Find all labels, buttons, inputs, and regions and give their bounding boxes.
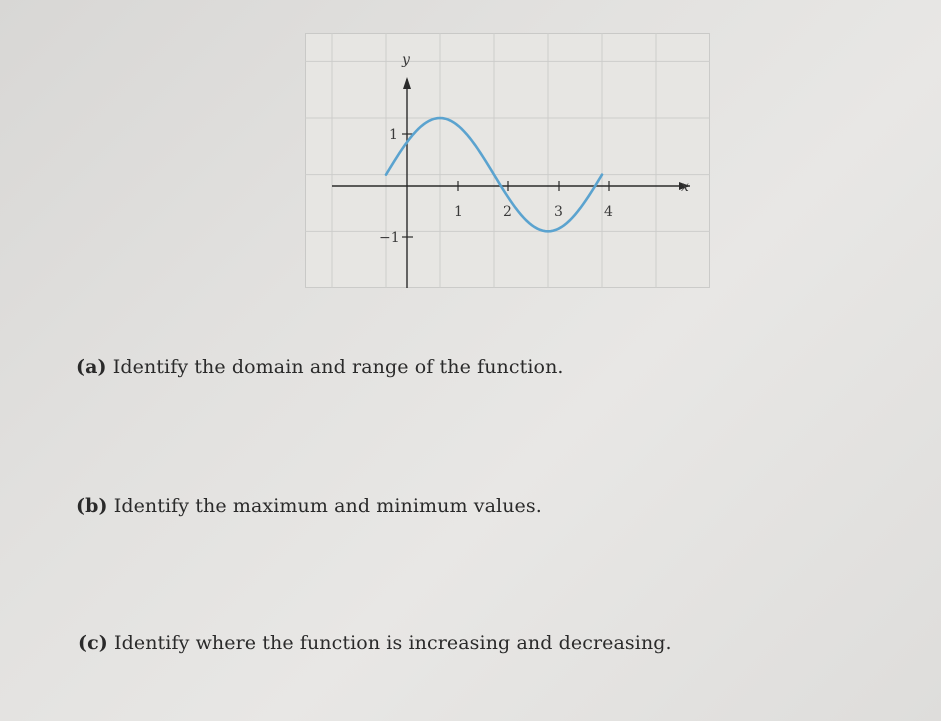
x-axis-label: x [681, 179, 689, 195]
x-tick-label-3: 3 [554, 204, 563, 220]
x-tick-label-2: 2 [503, 204, 512, 220]
x-tick-label-1: 1 [454, 204, 463, 220]
question-c-text: Identify where the function is increasing and decreasing. [114, 632, 672, 654]
question-b [76, 495, 542, 517]
question-c-part: (c) [78, 632, 108, 654]
question-a-part: (a) [76, 356, 107, 378]
function-graph [305, 33, 710, 288]
question-b-text: Identify the maximum and minimum values. [113, 495, 542, 517]
y-tick-label-1: 1 [389, 127, 398, 143]
graph-svg [305, 33, 710, 288]
question-b-part: (b) [76, 495, 108, 517]
question-a-text: Identify the domain and range of the function. [112, 356, 564, 378]
question-c [78, 632, 672, 654]
y-tick-label-neg1: −1 [379, 230, 400, 246]
y-axis-label: y [402, 52, 410, 68]
question-a [76, 356, 564, 378]
graph-background [306, 34, 710, 288]
x-tick-label-4: 4 [604, 204, 613, 220]
